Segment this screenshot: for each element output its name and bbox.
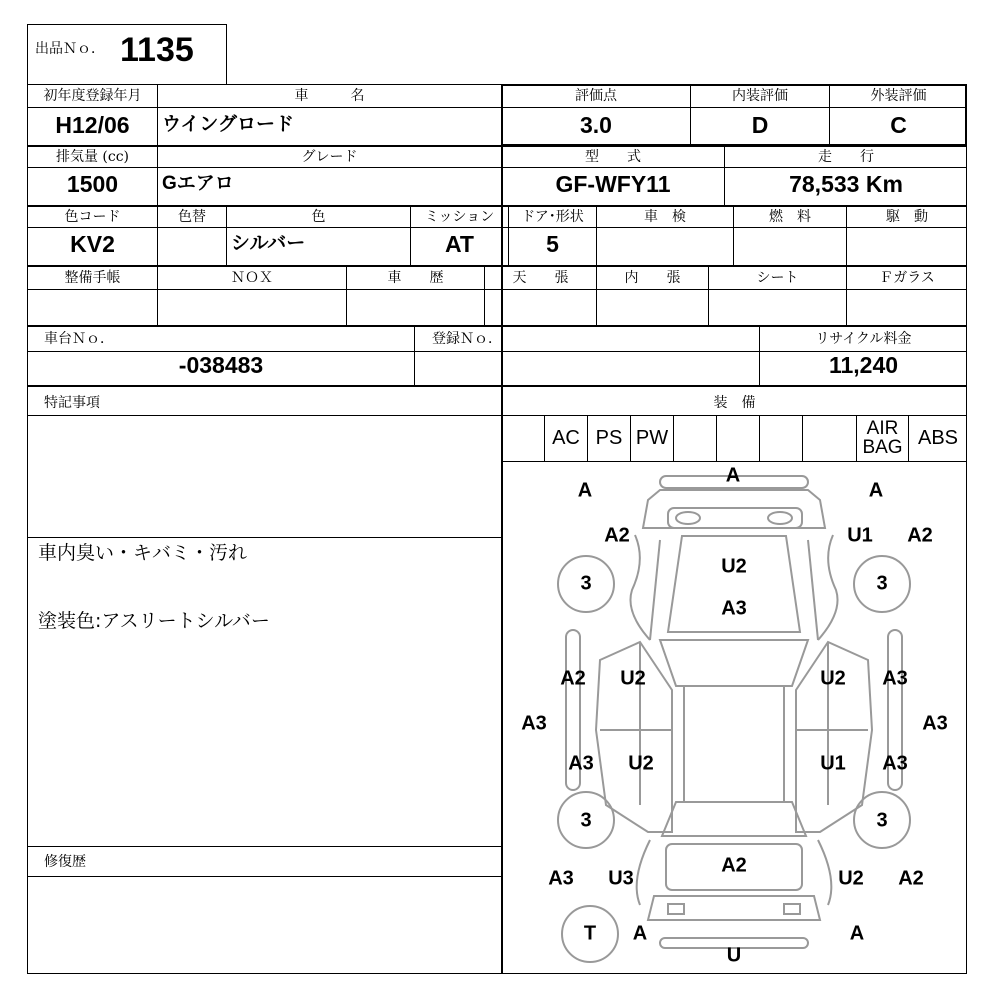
lot-number: 1135 bbox=[120, 31, 194, 69]
reg-label: 登録Ｎｏ． bbox=[432, 331, 502, 347]
repaint-label: 色替 bbox=[178, 209, 206, 225]
first-reg-label: 初年度登録年月 bbox=[43, 88, 142, 104]
damage-mark: U3 bbox=[608, 867, 634, 890]
score-label: 評価点 bbox=[575, 88, 617, 104]
equip-abs: ABS bbox=[917, 427, 959, 449]
score-value: 3.0 bbox=[580, 112, 612, 138]
damage-mark: A bbox=[632, 922, 648, 945]
lot-label: 出品Ｎｏ． bbox=[35, 41, 105, 57]
damage-mark: A3 bbox=[548, 867, 574, 890]
roof-label: 天 張 bbox=[512, 270, 569, 286]
displacement-label: 排気量 (cc) bbox=[55, 149, 130, 165]
damage-mark: U1 bbox=[847, 524, 873, 547]
notes-line-2: 塗装色:アスリートシルバー bbox=[38, 610, 270, 632]
damage-mark: U2 bbox=[820, 667, 846, 690]
damage-mark: U1 bbox=[820, 752, 846, 775]
color-code-value: KV2 bbox=[70, 231, 115, 257]
recycle-value: 11,240 bbox=[828, 352, 899, 378]
nox-label: ＮＯＸ bbox=[231, 270, 273, 286]
equip-pw: PW bbox=[635, 427, 669, 449]
displacement-value: 1500 bbox=[66, 171, 119, 197]
grade-value: Gエアロ bbox=[162, 173, 234, 194]
damage-mark: U bbox=[726, 944, 742, 967]
damage-mark: 3 bbox=[580, 809, 592, 832]
mission-label: ミッション bbox=[424, 209, 495, 225]
damage-mark: A2 bbox=[604, 524, 630, 547]
damage-mark: A3 bbox=[922, 712, 948, 735]
seat-label: シート bbox=[756, 270, 799, 286]
damage-mark: A3 bbox=[882, 752, 908, 775]
interior-trim-label: 内 張 bbox=[624, 270, 681, 286]
damage-mark: A3 bbox=[721, 597, 747, 620]
fuel-label: 燃 料 bbox=[769, 209, 811, 225]
model-label: 型 式 bbox=[585, 149, 641, 165]
damage-mark: U2 bbox=[721, 555, 747, 578]
damage-mark: A3 bbox=[521, 712, 547, 735]
damage-mark: A bbox=[849, 922, 865, 945]
damage-mark: A2 bbox=[898, 867, 924, 890]
mileage-value: 78,533 Km bbox=[789, 171, 903, 197]
history-label: 車 歴 bbox=[387, 270, 444, 286]
color-value: シルバー bbox=[231, 233, 306, 254]
damage-mark: U2 bbox=[838, 867, 864, 890]
equip-ps: PS bbox=[595, 427, 623, 449]
notes-label: 特記事項 bbox=[44, 395, 100, 411]
inspection-label: 車 検 bbox=[644, 209, 686, 225]
mission-value: AT bbox=[445, 231, 474, 257]
color-label: 色 bbox=[311, 209, 326, 225]
door-value: 5 bbox=[546, 231, 559, 257]
damage-mark: A bbox=[725, 464, 741, 487]
interior-label: 内装評価 bbox=[732, 88, 788, 104]
car-name-label: 車 名 bbox=[294, 88, 365, 104]
damage-mark: 3 bbox=[876, 572, 888, 595]
equip-airbag: AIR BAG bbox=[862, 418, 903, 458]
first-reg-value: H12/06 bbox=[55, 112, 130, 138]
mileage-label: 走 行 bbox=[818, 149, 874, 165]
color-code-label: 色コード bbox=[64, 209, 121, 225]
damage-mark: T bbox=[583, 922, 597, 945]
damage-mark: A2 bbox=[907, 524, 933, 547]
recycle-label: リサイクル料金 bbox=[815, 331, 912, 347]
door-label: ドア･形状 bbox=[521, 209, 584, 225]
damage-mark: A2 bbox=[721, 854, 747, 877]
damage-mark: A2 bbox=[560, 667, 586, 690]
grade-label: グレード bbox=[301, 149, 358, 165]
damage-mark: A bbox=[868, 479, 884, 502]
manual-label: 整備手帳 bbox=[64, 270, 121, 286]
damage-mark: A3 bbox=[568, 752, 594, 775]
car-name-value: ウイングロード bbox=[162, 114, 295, 135]
equipment-label: 装 備 bbox=[713, 395, 756, 411]
glass-label: Ｆガラス bbox=[879, 270, 935, 286]
repair-label: 修復歴 bbox=[44, 854, 86, 870]
damage-mark: 3 bbox=[876, 809, 888, 832]
car-diagram bbox=[502, 462, 967, 974]
interior-value: D bbox=[751, 112, 769, 138]
exterior-label: 外装評価 bbox=[870, 88, 927, 104]
chassis-label: 車台Ｎｏ． bbox=[44, 331, 114, 347]
damage-mark: 3 bbox=[580, 572, 592, 595]
model-value: GF-WFY11 bbox=[555, 171, 671, 197]
damage-mark: U2 bbox=[628, 752, 654, 775]
damage-mark: U2 bbox=[620, 667, 646, 690]
drive-label: 駆 動 bbox=[886, 209, 928, 225]
damage-mark: A bbox=[577, 479, 593, 502]
exterior-value: C bbox=[890, 112, 907, 138]
equip-ac: AC bbox=[552, 427, 580, 449]
chassis-value: -038483 bbox=[178, 352, 264, 378]
damage-mark: A3 bbox=[882, 667, 908, 690]
notes-line-1: 車内臭い・キバミ・汚れ bbox=[38, 542, 248, 564]
